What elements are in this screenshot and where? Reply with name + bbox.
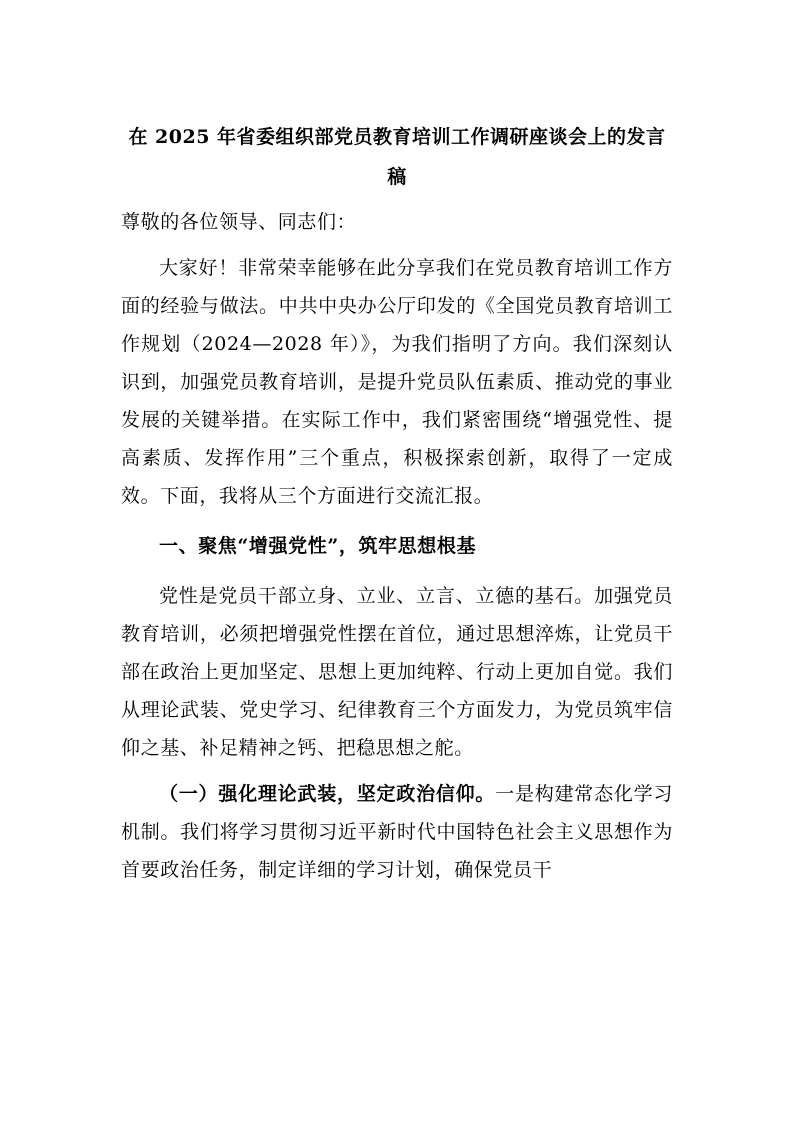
subsection-1-text: 一是构建常态化学习机制。我们将学习贯彻习近平新时代中国特色社会主义思想作为首要政治任务，制定详细的学习计划，确保党员干	[121, 783, 673, 881]
salutation: 尊敬的各位领导、同志们：	[121, 211, 357, 233]
section-heading-1: 一、聚焦“增强党性”，筑牢思想根基	[159, 535, 477, 557]
document-body	[121, 117, 673, 889]
section-1-paragraph: 党性是党员干部立身、立业、立言、立德的基石。加强党员教育培训，必须把增强党性摆在首位，通过思想淬炼，让党员干部在政治上更加坚定、思想上更加纯粹、行动上更加自觉。我们从理论武装、党史学习、纪律教育三个方面发力，为党员筑牢信仰之基、补足精神之钙、把稳思想之舵。	[121, 585, 673, 759]
subsection-1-paragraph	[121, 775, 673, 889]
intro-paragraph: 大家好！非常荣幸能够在此分享我们在党员教育培训工作方面的经验与做法。中共中央办公厅印发的《全国党员教育培训工作规划（2024—2028 年）》，为我们指明了方向。我们深刻认识到，加强党员教育培训，是提升党员队伍素质、推动党的事业发展的关键举措。在实际工作中，我们紧密围绕“增强党性、提高素质、发挥作用”三个重点，积极探索创新，取得了一定成效。下面，我将从三个方面进行交流汇报。	[121, 257, 673, 507]
subsection-1-lead: （一）强化理论武装，坚定政治信仰。	[159, 783, 496, 805]
document-title: 在 2025 年省委组织部党员教育培训工作调研座谈会上的发言稿	[128, 126, 666, 188]
